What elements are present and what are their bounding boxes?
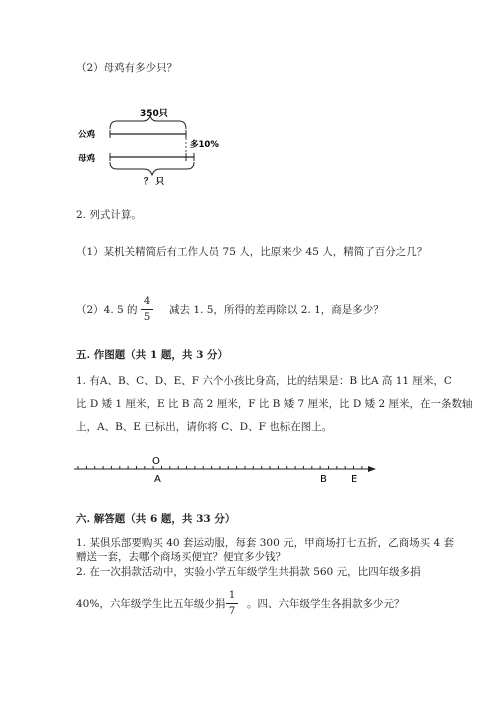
solve-problem-2-line-1: 2. 在一次捐款活动中，实验小学五年级学生共捐款 560 元，比四年级多捐 — [76, 566, 421, 578]
section-2-title: 2. 列式计算。 — [76, 209, 142, 221]
origin-label: O — [152, 456, 160, 467]
solve-problem-2-line-2-suffix: 。四、六年级学生各捐款多少元？ — [247, 598, 405, 610]
point-b-label: B — [320, 474, 327, 485]
solve-problem-1-line-2: 赠送一套，去哪个商场买便宜？便宜多少钱？ — [76, 551, 286, 563]
draw-problem-line-3: 上，A、B、E 已标出，请你将 C、D、F 也标在图上。 — [76, 421, 333, 433]
number-line-arrow — [368, 466, 376, 472]
rooster-count-label: 350只 — [140, 109, 168, 119]
fraction-one-seventh — [226, 590, 238, 617]
fraction-bar — [226, 603, 238, 604]
draw-problem-line-1: 1. 有A、B、C、D、E、F 六个小孩比身高，比的结果是：B 比A 高 11 厘米，C — [76, 375, 452, 387]
fraction-denominator: 5 — [143, 312, 151, 323]
hen-label: 母鸡 — [78, 154, 96, 164]
number-line — [70, 452, 380, 488]
fraction-denominator: 7 — [228, 606, 236, 617]
chicken-ratio-diagram — [72, 104, 232, 186]
section-5-title: 五. 作图题（共 1 题，共 3 分） — [76, 349, 229, 361]
solve-problem-2-line-2-prefix: 40%，六年级学生比五年级少捐 — [76, 598, 226, 610]
section-6-title: 六. 解答题（共 6 题，共 33 分） — [76, 513, 236, 525]
fraction-four-fifths — [141, 296, 153, 323]
solve-problem-1-line-1: 1. 某俱乐部要购买 40 套运动服，每套 300 元，甲商场打七五折，乙商场买 4 套 — [76, 537, 454, 549]
hen-unknown-label: ？ 只 — [144, 177, 164, 186]
calc-problem-1: （1）某机关精简后有工作人员 75 人，比原来少 45 人，精简了百分之几？ — [76, 246, 428, 258]
point-a-label: A — [154, 474, 161, 485]
more-percent-label: 多10% — [190, 140, 219, 150]
question-2-label: （2）母鸡有多少只？ — [76, 62, 178, 74]
fraction-numerator: 4 — [143, 296, 151, 307]
fraction-numerator: 1 — [228, 590, 236, 601]
rooster-label: 公鸡 — [78, 130, 96, 140]
point-e-label: E — [351, 474, 358, 485]
calc-problem-2-prefix: （2）4. 5 的 — [76, 304, 138, 316]
fraction-bar — [141, 309, 153, 310]
calc-problem-2-suffix: 减去 1. 5，所得的差再除以 2. 1，商是多少？ — [169, 304, 384, 316]
draw-problem-line-2: 比 D 矮 1 厘米，E 比 B 高 2 厘米，F 比 B 矮 7 厘米，比 D 矮 2 厘米，在一条数轴 — [76, 398, 473, 410]
bottom-brace — [110, 162, 194, 175]
